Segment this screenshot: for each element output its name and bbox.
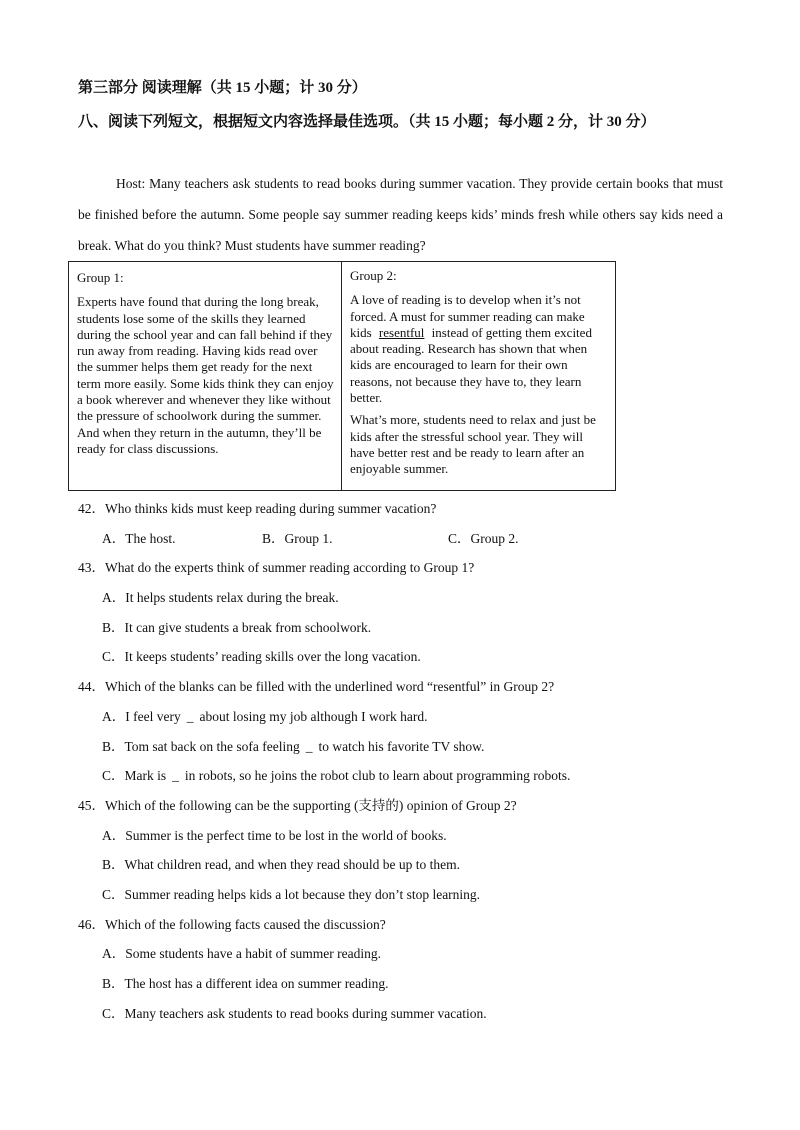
host-paragraph: Host: Many teachers ask students to read books during summer vacation. They provide certain books that must be finished before the autumn. Some people say summer reading keeps kids’ minds fresh while others say kids need a break. What do you think? Must students have summer reading? [78,176,723,253]
question-stem: 46．Which of the following facts caused the discussion? [78,916,386,932]
question-43 [78,553,738,672]
part-instruction: 八、阅读下列短文，根据短文内容选择最佳选项。（共 15 小题；每小题 2 分，计 30 分） [78,114,656,130]
option-a[interactable]: A．It helps students relax during the break. [102,590,339,606]
option-text-before: A．I feel very [102,708,181,724]
option-a[interactable]: A．Some students have a habit of summer reading. [102,946,381,962]
group1-cell [69,262,342,490]
group1-title: Group 1: [77,270,124,285]
blank: _ [186,708,194,724]
option-c[interactable]: C．Summer reading helps kids a lot because they don’t stop learning. [102,886,481,902]
underlined-word-resentful: resentful [378,324,425,340]
question-42 [78,494,738,553]
option-text-before: C．Mark is [102,768,167,784]
question-44 [78,672,738,791]
group1-text: Experts have found that during the long break, students lose some of the skills they learned during the school year and can fall behind if they run away from reading. Having kids read over the summer helps them get ready for the next term more easily. Some kids think they can enjoy a book wherever and whenever they like without the pressure of schoolwork during the summer. And when they return in the autumn, they’ll be ready for class discussions. [77,294,334,456]
question-stem: 45．Which of the following can be the supporting (支持的) opinion of Group 2? [78,797,517,813]
group2-title: Group 2: [350,268,397,283]
option-text-after: to watch his favorite TV show. [318,738,485,754]
question-stem: 42．Who thinks kids must keep reading during summer vacation? [78,501,437,516]
option-c[interactable]: C．It keeps students’ reading skills over the long vacation. [102,649,421,665]
questions-list [78,494,738,1028]
question-45 [78,791,738,910]
option-b[interactable]: B．It can give students a break from schoolwork. [102,619,372,635]
option-row [78,524,738,554]
group2-text-before: A love of reading is to develop when it’s not forced. A must for summer reading can make kids [350,292,585,340]
question-stem: 44．Which of the blanks can be filled with the underlined word “resentful” in Group 2? [78,679,555,695]
option-text-after: about losing my job although I work hard. [199,708,428,724]
group2-paragraph-1 [350,292,608,406]
groups-table [68,261,616,491]
option-a[interactable]: A．Summer is the perfect time to be lost in the world of books. [102,827,447,843]
section-title: 第三部分 阅读理解（共 15 小题；计 30 分） [78,80,367,96]
option-text-after: in robots, so he joins the robot club to learn about programming robots. [184,768,571,784]
option-b[interactable]: B．Group 1. [262,530,333,546]
question-46 [78,910,738,1029]
option-c[interactable]: C．Many teachers ask students to read books during summer vacation. [102,1005,487,1021]
option-b[interactable]: B．The host has a different idea on summer reading. [102,976,389,991]
option-a[interactable] [78,702,738,732]
group2-paragraph-2: What’s more, students need to relax and just be kids after the stressful school year. They will have better rest and be ready to learn after an enjoyable summer. [350,412,596,477]
question-stem: 43．What do the experts think of summer reading according to Group 1? [78,560,475,576]
option-a[interactable]: A．The host. [102,530,176,546]
option-c[interactable]: C．Group 2. [448,530,519,546]
option-b[interactable]: B．What children read, and when they read should be up to them. [102,857,461,873]
group2-text-after: instead of getting them excited about reading. Research has shown that when kids are encouraged to learn for their own reasons, not because they have to, they learn better. [350,324,592,406]
option-b[interactable] [78,732,738,762]
group2-cell [342,262,615,490]
blank: _ [172,768,179,784]
option-c[interactable] [78,761,738,791]
blank: _ [305,738,313,754]
option-text-before: B．Tom sat back on the sofa feeling [102,738,300,754]
